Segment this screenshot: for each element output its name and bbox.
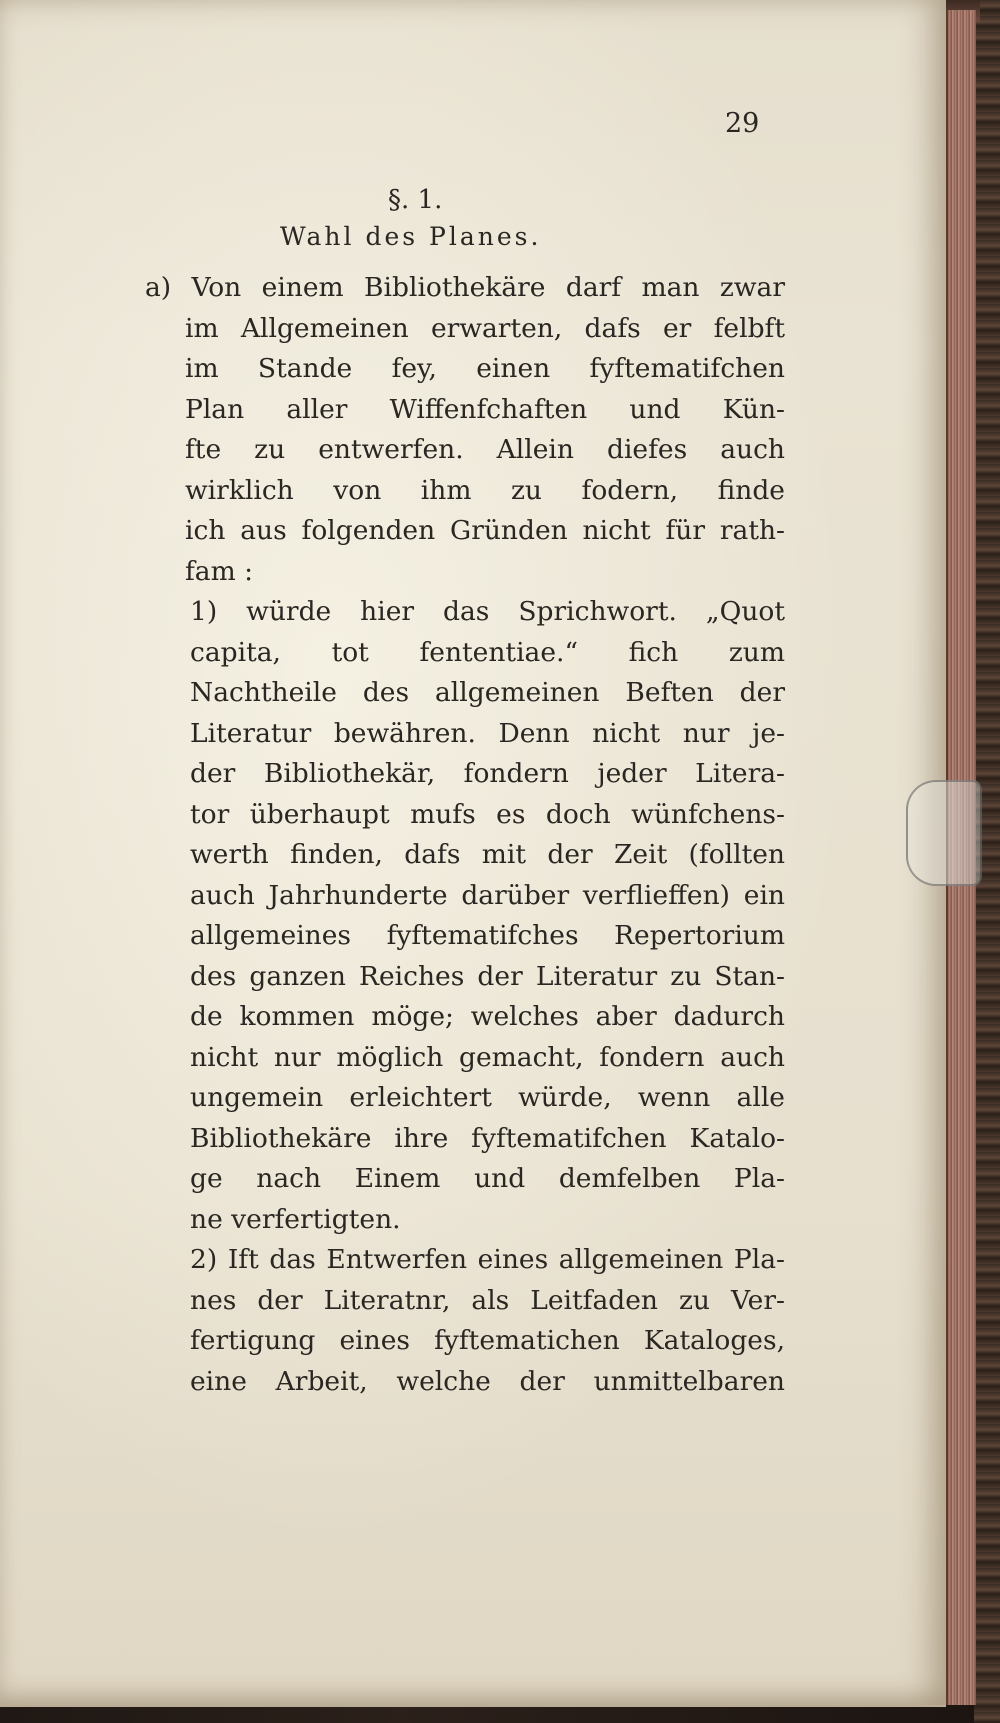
text-line: der Bibliothekär, fondern jeder Litera- [190,758,785,789]
text-line: fertigung eines fyftematichen Kataloges, [190,1325,785,1356]
point-2 [145,1240,785,1402]
text-line: wirklich von ihm zu fodern, finde [185,474,785,506]
page-clip [906,780,982,886]
text-line: Plan aller Wiffenfchaften und Kün- [185,393,785,425]
text-line: ge nach Einem und demfelben Pla- [190,1163,785,1194]
text-line: Literatur bewähren. Denn nicht nur je- [190,717,785,749]
point-1 [145,592,785,1240]
text-line: 2) Ift das Entwerfen eines allgemeinen Pla- [190,1244,785,1275]
text-line: werth finden, dafs mit der Zeit (follten [190,839,785,870]
text-line: im Stande fey, einen fyftematifchen [185,353,785,384]
text-line: de kommen möge; welches aber dadurch [190,1001,785,1032]
text-line: nicht nur möglich gemacht, fondern auch [190,1041,785,1073]
page-body-text [145,268,785,1402]
text-line: des ganzen Reiches der Literatur zu Stan- [190,960,785,992]
text-line: a) Von einem Bibliothekäre darf man zwar [145,272,785,303]
text-line: auch Jahrhunderte darüber verflieffen) ein [190,879,785,911]
text-line: allgemeines fyftematifches Repertorium [190,920,785,951]
page-number: 29 [725,108,760,139]
section-mark: §. 1. [388,185,443,215]
text-line: capita, tot fententiae.“ fich zum [190,636,785,668]
text-line: Nachtheile des allgemeinen Beften der [190,677,785,708]
text-line: fam : [185,555,254,587]
text-line: eine Arbeit, welche der unmittelbaren [190,1365,785,1397]
section-heading: Wahl des Planes. [280,222,542,251]
paragraph-a [145,268,785,592]
text-line: 1) würde hier das Sprichwort. „Quot [190,596,785,627]
text-line: ungemein erleichtert würde, wenn alle [190,1082,785,1113]
text-line: nes der Literatnr, als Leitfaden zu Ver- [190,1284,785,1316]
text-line: im Allgemeinen erwarten, dafs er felbft [185,312,785,344]
text-line: ne verfertigten. [190,1203,401,1235]
text-line: ich aus folgenden Gründen nicht für rath- [185,515,785,546]
text-line: fte zu entwerfen. Allein diefes auch [185,434,785,465]
text-line: Bibliothekäre ihre fyftematifchen Katalo- [190,1122,785,1154]
text-line: tor überhaupt mufs es doch wünfchens- [190,798,785,830]
